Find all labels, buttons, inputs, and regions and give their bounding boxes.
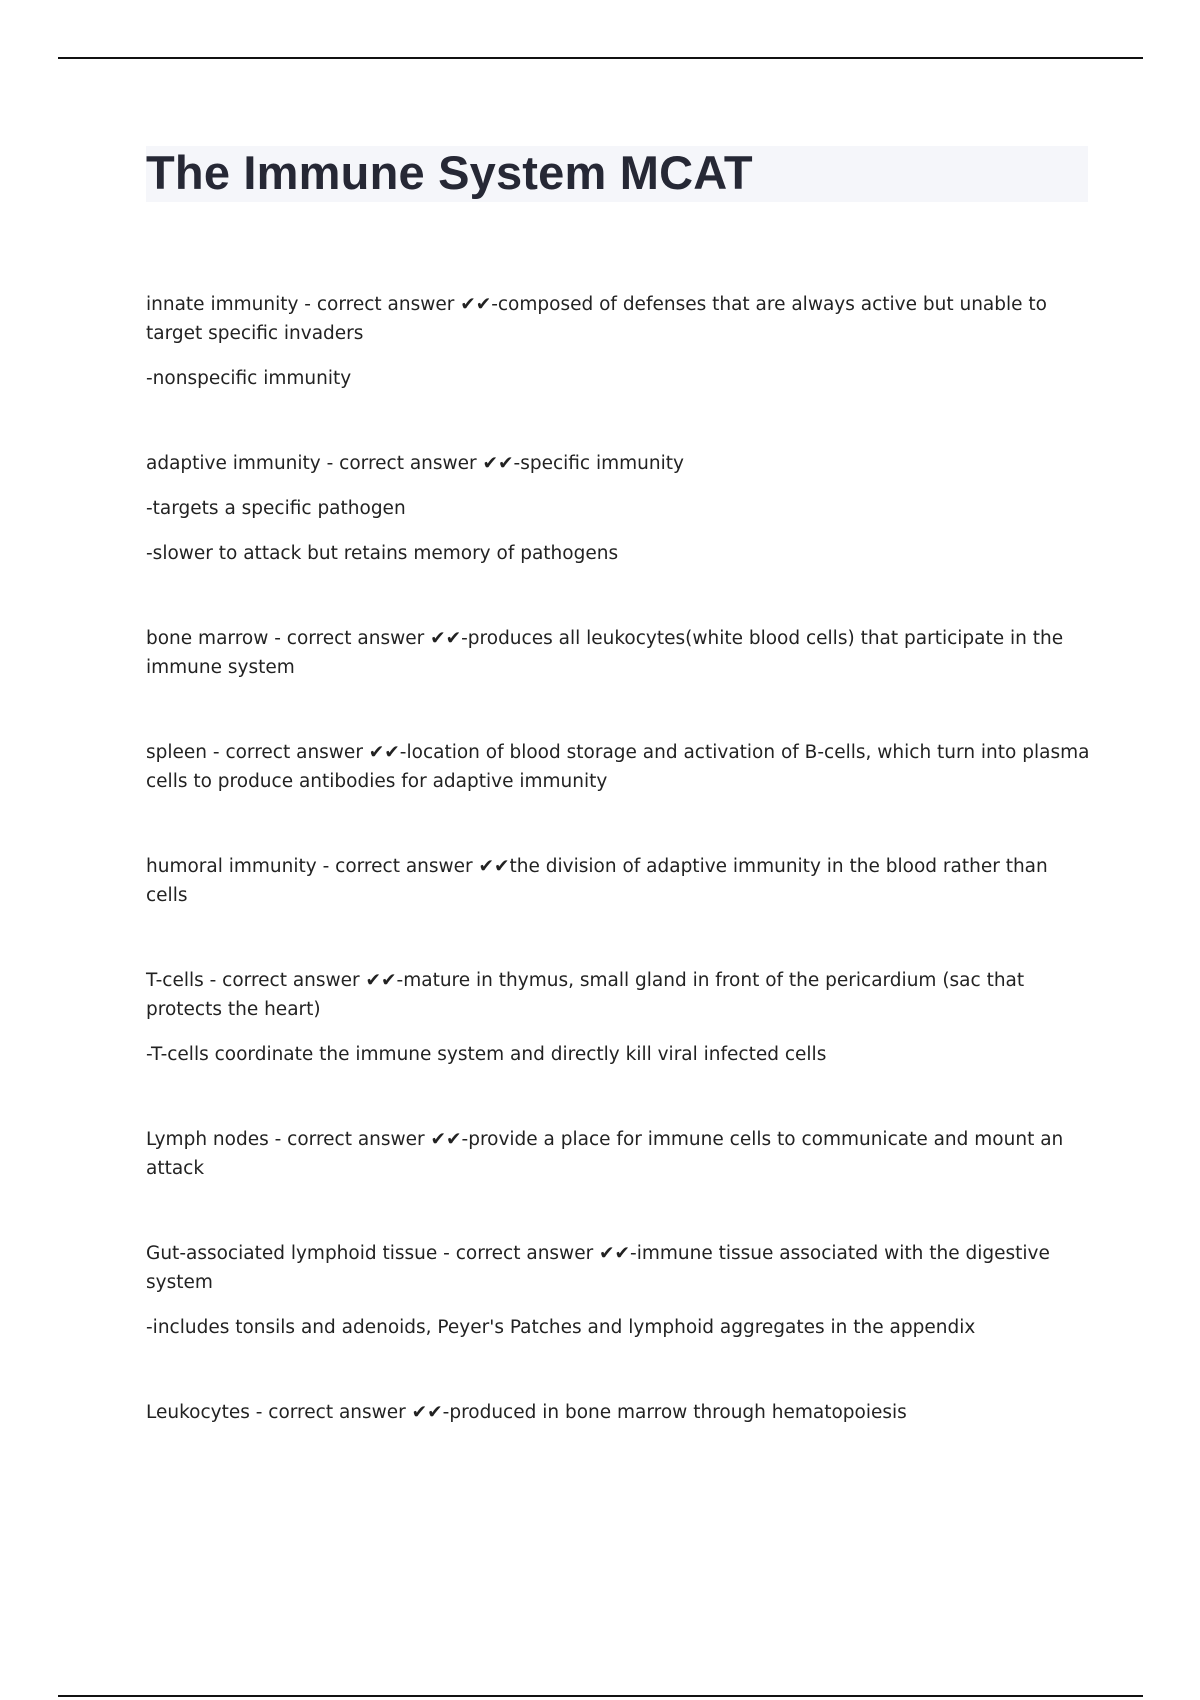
entry-lymph-nodes bbox=[146, 1125, 1091, 1183]
header-rule bbox=[58, 57, 1143, 59]
entry-line: -slower to attack but retains memory of pathogens bbox=[146, 543, 619, 564]
entry-line: adaptive immunity - correct answer ✔✔-specific immunity bbox=[146, 453, 684, 474]
entry-line: innate immunity - correct answer ✔✔-composed of defenses that are always active but unable to target specific invaders bbox=[146, 294, 1047, 344]
entry-bone-marrow bbox=[146, 624, 1091, 682]
entry-line: -nonspecific immunity bbox=[146, 368, 352, 389]
entry-leukocytes bbox=[146, 1398, 1091, 1427]
entry-line: bone marrow - correct answer ✔✔-produces all leukocytes(white blood cells) that participate in the immune system bbox=[146, 628, 1064, 678]
entry-adaptive-immunity bbox=[146, 449, 1091, 568]
entry-spleen bbox=[146, 738, 1091, 796]
entry-humoral-immunity bbox=[146, 852, 1091, 910]
document-body bbox=[146, 290, 1091, 1483]
entry-gut-associated-lymphoid-tissue bbox=[146, 1239, 1091, 1342]
entry-line: Lymph nodes - correct answer ✔✔-provide a place for immune cells to communicate and mount an attack bbox=[146, 1129, 1064, 1179]
entry-line: T-cells - correct answer ✔✔-mature in thymus, small gland in front of the pericardium (sac that protects the heart) bbox=[146, 970, 1025, 1020]
entry-innate-immunity bbox=[146, 290, 1091, 393]
entry-line: -T-cells coordinate the immune system and directly kill viral infected cells bbox=[146, 1044, 827, 1065]
entry-line: -targets a specific pathogen bbox=[146, 498, 406, 519]
footer-rule bbox=[58, 1695, 1143, 1697]
entry-line: humoral immunity - correct answer ✔✔the division of adaptive immunity in the blood rather than cells bbox=[146, 856, 1048, 906]
entry-t-cells bbox=[146, 966, 1091, 1069]
document-title: The Immune System MCAT bbox=[146, 146, 753, 199]
entry-line: -includes tonsils and adenoids, Peyer's Patches and lymphoid aggregates in the appendix bbox=[146, 1317, 976, 1338]
entry-line: spleen - correct answer ✔✔-location of blood storage and activation of B-cells, which turn into plasma cells to produce antibodies for adaptive immunity bbox=[146, 742, 1090, 792]
entry-line: Leukocytes - correct answer ✔✔-produced in bone marrow through hematopoiesis bbox=[146, 1402, 907, 1423]
entry-line: Gut-associated lymphoid tissue - correct answer ✔✔-immune tissue associated with the digestive system bbox=[146, 1243, 1050, 1293]
